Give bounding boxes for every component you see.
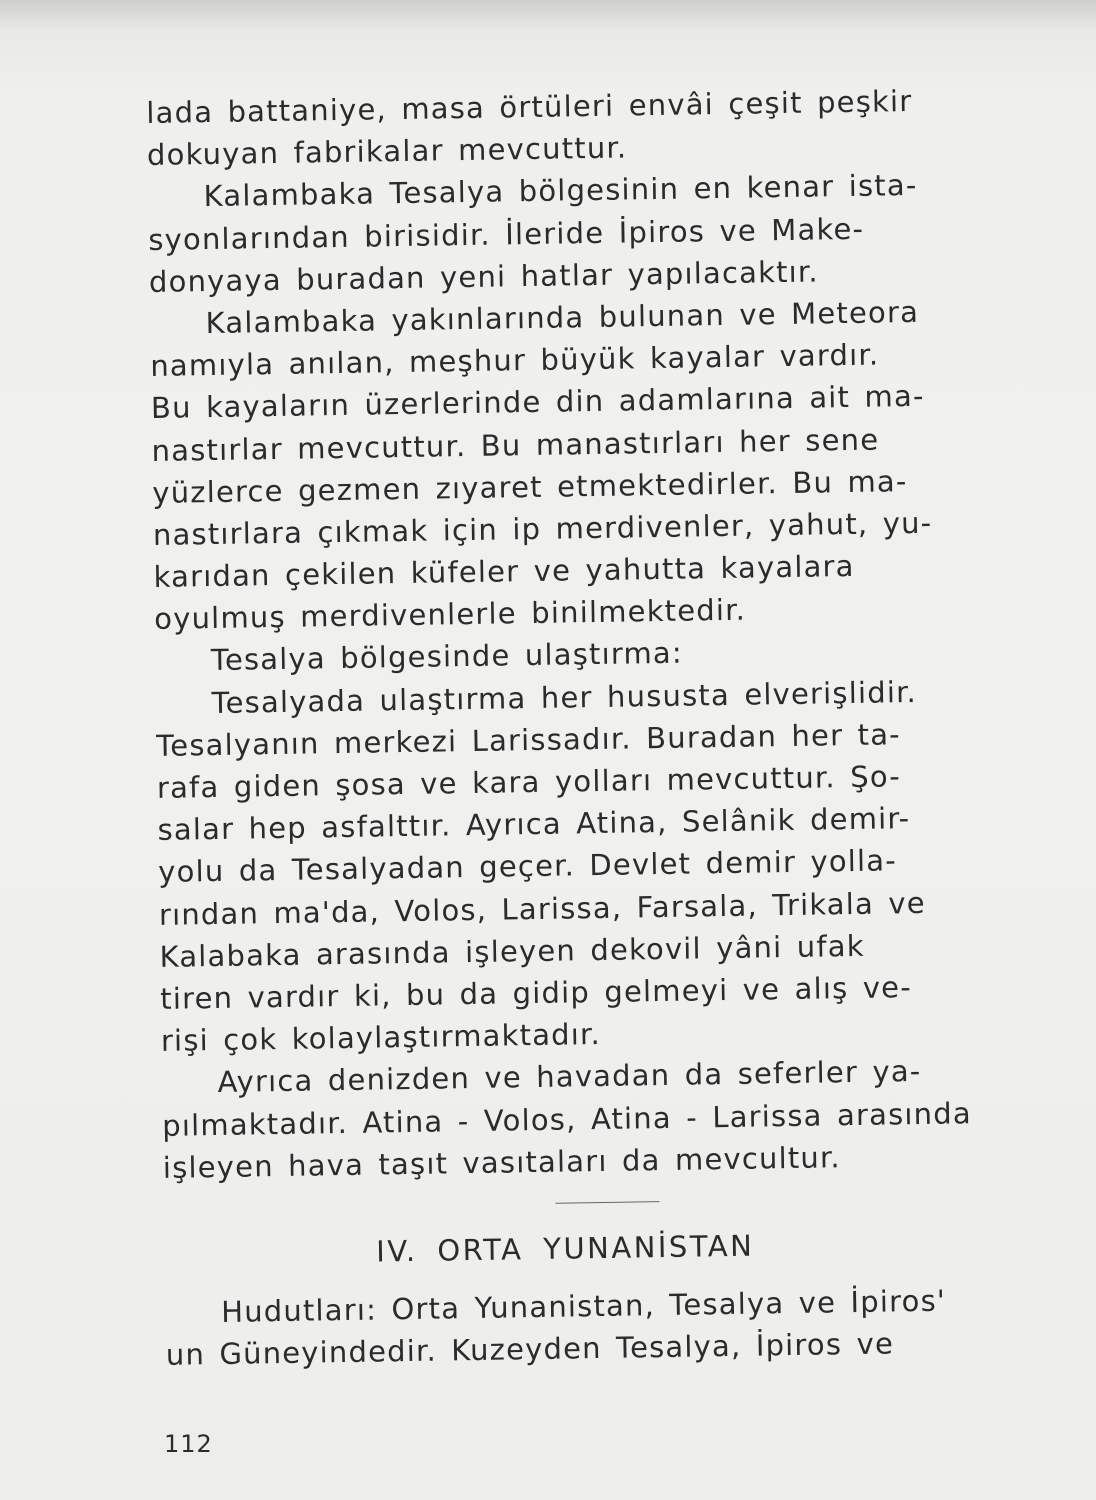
text-line: Ayrıca denizden ve havadan da seferler ya- [217,1054,922,1100]
text-line: lada battaniye, masa örtüleri envâi çeşit peşkir [146,83,913,130]
text-line: yolu da Tesalyadan geçer. Devlet demir yolla- [157,843,898,890]
text-line: rafa giden şosa ve kara yolları mevcuttur. Şo- [156,759,902,805]
text-line: tiren vardır ki, bu da gidip gelmeyi ve alış ve- [159,970,913,1016]
text-line: Hudutları: Orta Yunanistan, Tesalya ve İpiros' [220,1283,947,1329]
page-text [146,78,1036,1376]
text-line: pılmaktadır. Atina - Volos, Atina - Larissa arasında [161,1095,973,1143]
text-line: yüzlerce gezmen zıyaret etmektedirler. Bu ma- [152,463,908,510]
text-line: Kalambaka yakınlarında bulunan ve Meteora [205,294,920,341]
subheading-line: Tesalya bölgesinde ulaştırma: [210,636,684,678]
text-line: dokuyan fabrikalar mevcuttur. [146,130,628,173]
section-divider [555,1201,659,1204]
text-line: namıyla anılan, meşhur büyük kayalar vardır. [150,337,880,384]
text-line: Kalambaka Tesalya bölgesinin en kenar ista- [203,168,918,214]
text-line: Tesalyanın merkezi Larissadır. Buradan her ta- [156,717,902,763]
text-line: rından ma'da, Volos, Larissa, Farsala, Trikala ve [158,885,927,932]
text-line: işleyen hava taşıt vasıtaları da mevcultur. [162,1139,842,1185]
section-heading: IV. ORTA YUNANİSTAN [375,1228,755,1269]
text-line: Kalabaka arasında işleyen dekovil yâni ufak [159,928,865,974]
text-line: un Güneyindedir. Kuzeyden Tesalya, İpiros ve [165,1326,895,1372]
text-line: syonlarından birisidir. İleride İpiros ve Make- [148,211,865,257]
text-line: donyaya buradan yeni hatlar yapılacaktır. [148,254,820,299]
page-number: 112 [164,1430,213,1458]
text-line: salar hep asfalttır. Ayrıca Atina, Selânik demir- [157,801,911,848]
text-line: oyulmuş merdivenlerle binilmektedir. [154,592,747,637]
text-line: nastırlar mevcuttur. Bu manastırları her sene [151,422,880,468]
text-line: nastırlara çıkmak için ip merdivenler, yahut, yu- [152,505,933,552]
text-line: karıdan çekilen küfeler ve yahutta kayalara [153,548,855,595]
text-line: Tesalyada ulaştırma her hususta elverişlidir. [211,674,918,720]
page-edge-shadow [0,0,1096,30]
text-line: rişi çok kolaylaştırmaktadır. [160,1017,602,1059]
text-line: Bu kayaların üzerlerinde din adamlarına ait ma- [150,379,925,426]
